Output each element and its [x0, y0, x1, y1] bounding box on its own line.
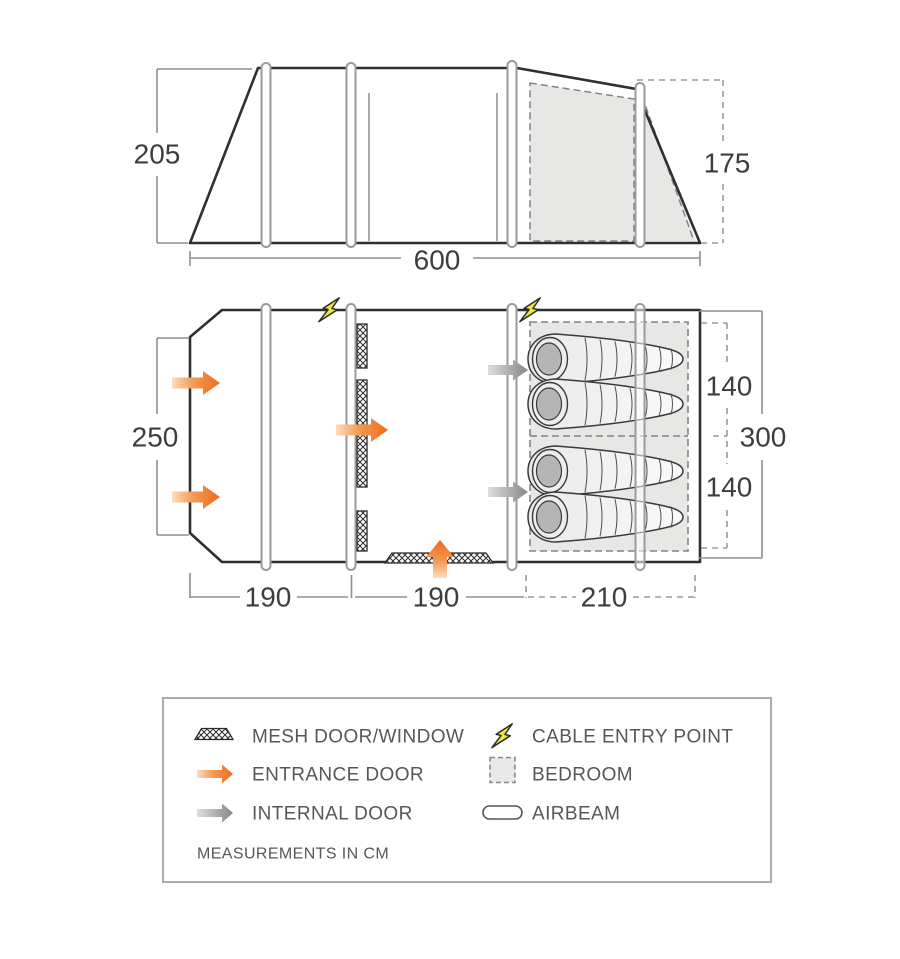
legend-label-entrance: ENTRANCE DOOR	[252, 764, 424, 786]
legend-label-mesh: MESH DOOR/WINDOW	[252, 726, 465, 748]
mesh-icon	[195, 729, 233, 740]
legend-note: MEASUREMENTS IN CM	[197, 845, 390, 863]
floor-dim-250	[132, 338, 189, 535]
airbeam-icon	[483, 806, 522, 819]
dim-height-left: 205	[133, 138, 181, 170]
side-dim-600	[190, 245, 700, 276]
side-seam-lines	[369, 93, 497, 241]
dim-section-2: 190	[412, 581, 460, 613]
bedroom-swatch-icon	[490, 758, 515, 783]
dim-bedroom-top: 140	[705, 370, 753, 402]
mesh-window	[357, 511, 367, 551]
legend-label-airbeam: AIRBEAM	[532, 803, 621, 825]
dim-section-1: 190	[244, 581, 292, 613]
dim-bedroom-bottom: 140	[705, 471, 753, 503]
dim-section-3: 210	[580, 581, 628, 613]
dim-height-right: 175	[703, 147, 751, 179]
floor-plan-view	[132, 294, 787, 612]
side-elevation-view	[134, 61, 751, 276]
side-bedroom-panel	[530, 83, 634, 241]
legend-label-bedroom: BEDROOM	[532, 764, 633, 786]
dim-length: 600	[413, 244, 461, 276]
side-dim-205	[134, 69, 252, 243]
legend-label-internal: INTERNAL DOOR	[252, 803, 413, 825]
legend	[163, 698, 771, 882]
legend-label-cable: CABLE ENTRY POINT	[532, 726, 734, 748]
dim-rear-width: 300	[739, 421, 787, 453]
floor-dim-bottom	[190, 573, 695, 613]
mesh-window	[357, 324, 367, 368]
floor-dim-300	[699, 311, 786, 558]
dim-front-width: 250	[131, 421, 179, 453]
